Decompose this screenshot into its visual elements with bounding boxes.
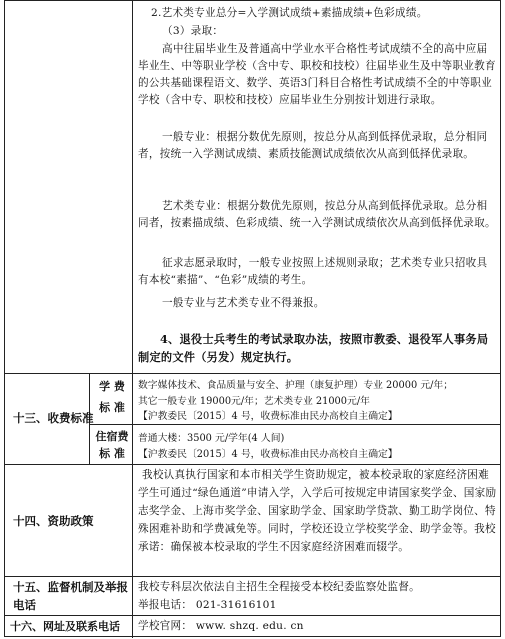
- row-divider-aid: [5, 576, 500, 577]
- tuition-line-1: 数字媒体技术、食品质量与安全、护理（康复护理）专业 20000 元/年；: [138, 380, 454, 391]
- tuition-label-top: 学 费: [99, 380, 125, 393]
- admission-table: [4, 0, 501, 637]
- veteran-admission-note: 4、退役士兵考生的考试录取办法，按照市教委、退役军人事务局制定的文件（另发）规定执行。: [138, 332, 489, 364]
- aid-policy-text: 我校认真执行国家和本市相关学生资助规定，被本校录取的家庭经济困难学生可通过“绿色通道”申请入学，入学后可按规定申请国家奖学金、国家励志奖学金、上海市奖学金、国家助学金、国家助学贷款、勤工助学岗位、特殊困难补助和学费减免等。同时，学校还设立学校奖学金、助学金等。我校承诺：确保被本校录取的学生不因家庭经济困难而辍学。: [138, 469, 497, 553]
- label-column-divider: [132, 1, 133, 638]
- tuition-policy-doc: 【沪教委民〔2015〕4 号，收费标准由民办高校自主确定】: [138, 411, 398, 422]
- row-divider-fees: [5, 464, 500, 465]
- report-phone: 举报电话： 021-31616101: [138, 599, 277, 611]
- admission-rule-title: （3）录取：: [162, 25, 224, 37]
- general-major-rule: 一般专业：根据分数优先原则，按总分从高到低择优录取，总分相同者，按统一入学测试成绩、素质技能测试成绩依次从高到低择优录取。: [138, 131, 488, 160]
- lodging-label-bottom: 标 准: [99, 447, 125, 460]
- row-divider-admission: [5, 373, 500, 374]
- supervision-label-line1: 十五、监督机制及举报: [13, 580, 128, 594]
- row-divider-supervision: [5, 615, 500, 616]
- no-cross-application: 一般专业与艺术类专业不得兼报。: [162, 297, 325, 309]
- admission-rule-paragraph: 高中往届毕业生及普通高中学业水平合格性考试成绩不全的高中应届毕业生、中等职业学校（含中专、职校和技校）往届毕业生及中等职业教育的公共基础课程语文、数学、英语3门科目合格性考试成绩不全的中等职业学校（含中专、职校和技校）应届毕业生分别按计划进行录取。: [138, 43, 496, 106]
- lodging-line-1: 普通大楼：3500 元/学年(4 人间): [138, 433, 285, 444]
- aid-section-label: 十四、资助政策: [13, 514, 94, 528]
- fees-section-label: 十三、收费标准: [13, 411, 94, 425]
- tuition-label-bottom: 标 准: [99, 401, 125, 414]
- tuition-line-2: 其它一般专业 19000元/年；艺术类专业 21000元/年: [138, 396, 370, 407]
- art-major-rule: 艺术类专业：根据分数优先原则，按总分从高到低择优录取。总分相同者，按素描成绩、色彩成绩、统一入学测试成绩依次从高到低择优录取。: [138, 200, 496, 229]
- contact-section-label: 十六、网址及联系电话: [10, 620, 120, 633]
- lodging-policy-doc: 【沪教委民〔2015〕4 号，收费标准由民办高校自主确定】: [138, 449, 398, 460]
- lodging-label-top: 住宿费: [95, 430, 129, 443]
- wish-admission-rule: 征求志愿录取时，一般专业按照上述规则录取；艺术类专业只招收具有本校“素描”、“色彩”成绩的考生。: [138, 257, 488, 286]
- supervision-text: 我校专科层次依法自主招生全程接受本校纪委监察处监督。: [138, 581, 420, 593]
- art-total-formula: 2.艺术类专业总分=入学测试成绩+素描成绩+色彩成绩。: [151, 7, 428, 19]
- school-website[interactable]: 学校官网： www. shzq. edu. cn: [138, 620, 304, 632]
- supervision-label-line2: 电话: [13, 598, 36, 612]
